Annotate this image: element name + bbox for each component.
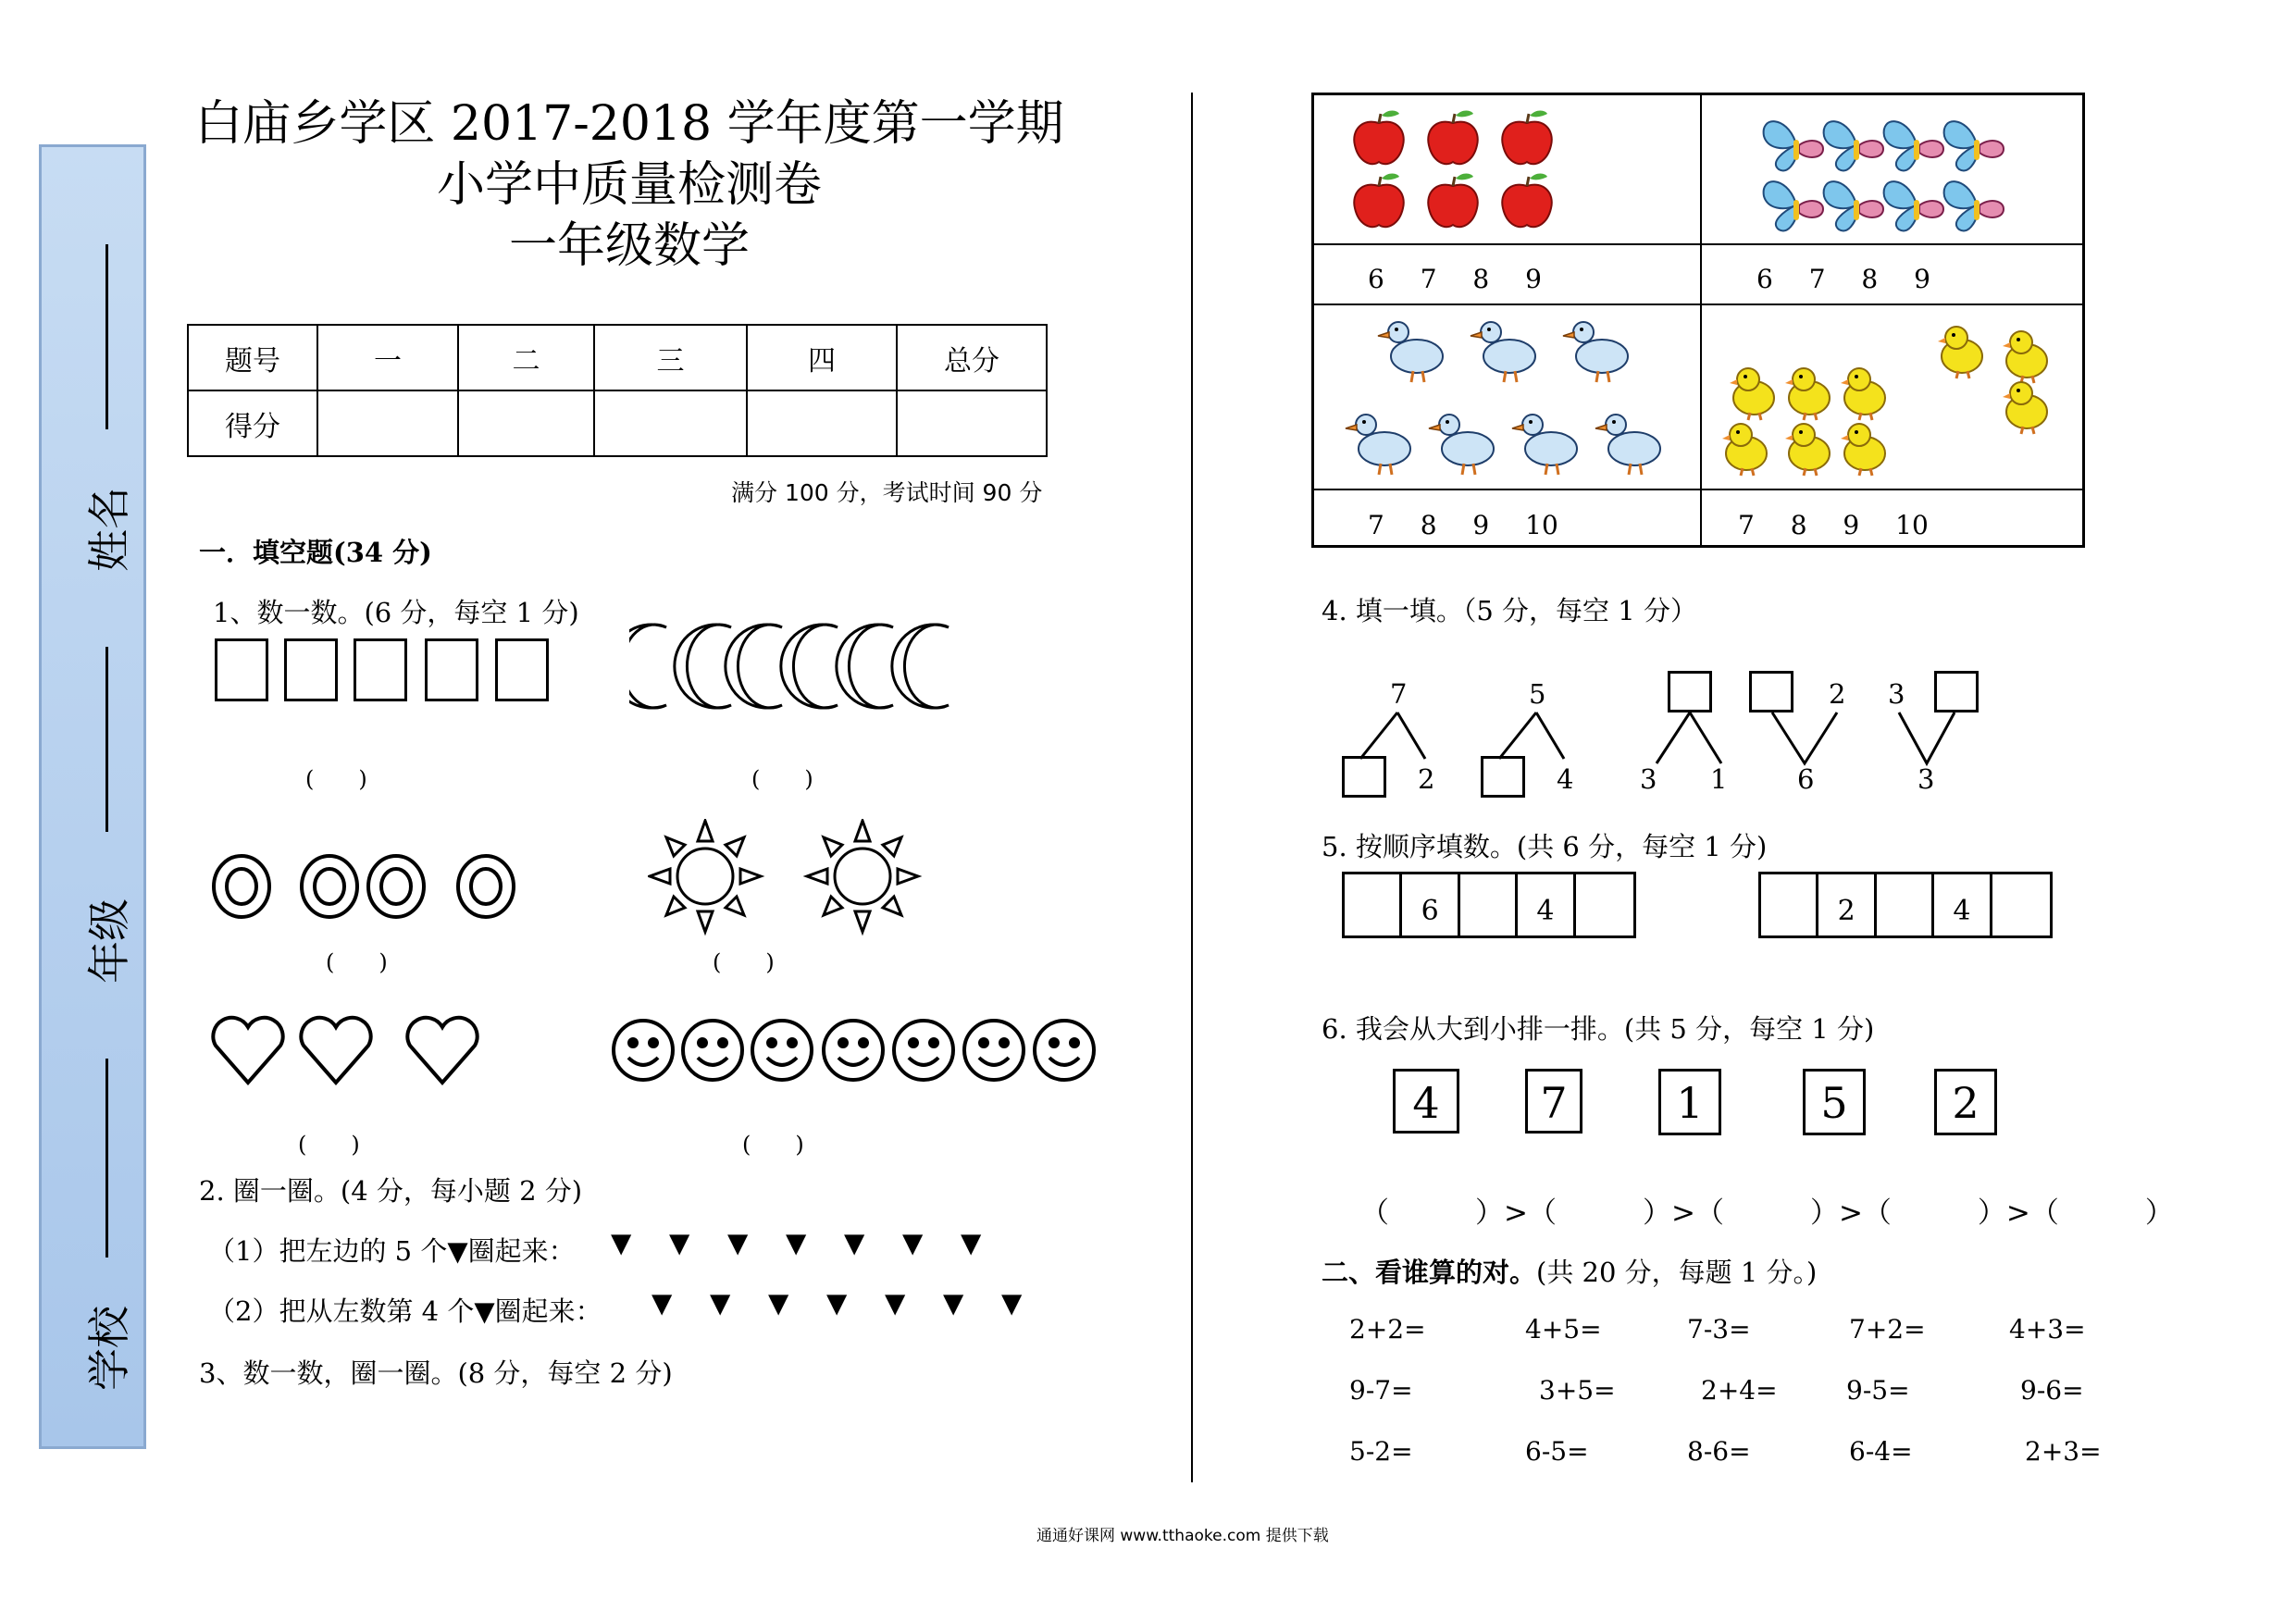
duck-icon <box>1346 415 1410 475</box>
sequence-cell: 4 <box>1518 874 1575 935</box>
square-shape <box>284 638 338 701</box>
answer-paren[interactable]: ( ) <box>713 949 775 975</box>
triangle-icon[interactable]: ▼ <box>961 1227 982 1258</box>
section2-title <box>1322 1252 1817 1290</box>
score-header-cell: 一 <box>317 325 458 390</box>
sequence-cell: 2 <box>1818 874 1876 935</box>
options-chicks: 7 8 9 10 <box>1738 510 1929 540</box>
exam-title-line2: 小学中质量检测卷 <box>436 157 822 213</box>
triangle-icon[interactable]: ▼ <box>943 1287 964 1319</box>
chick-icon <box>1730 368 1774 420</box>
butterfly-icon <box>1884 181 1943 230</box>
arithmetic-problem[interactable]: 2+2= <box>1349 1314 1426 1344</box>
duck-icon <box>1378 322 1443 382</box>
score-cell[interactable] <box>458 390 594 456</box>
tree-blank-box[interactable] <box>1481 756 1525 798</box>
triangle-icon[interactable]: ▼ <box>611 1227 632 1258</box>
tree-top: 7 <box>1390 678 1408 710</box>
sequence-cell: 4 <box>1934 874 1992 935</box>
ring-icon <box>368 856 424 917</box>
apple-icon <box>1428 111 1478 165</box>
moon-icon <box>892 625 949 708</box>
v-left: 3 <box>1888 678 1905 710</box>
arithmetic-problem[interactable]: 6-4= <box>1849 1436 1913 1467</box>
v-bottom: 3 <box>1917 763 1935 795</box>
triangle-icon[interactable]: ▼ <box>826 1287 848 1319</box>
sequence-boxes-2 <box>1758 872 2053 938</box>
moon-icon <box>781 625 838 708</box>
q3-prompt: 3、数一数，圈一圈。(8 分，每空 2 分) <box>199 1357 673 1389</box>
sequence-cell: 6 <box>1402 874 1459 935</box>
score-header-cell: 四 <box>747 325 897 390</box>
triangle-icon[interactable]: ▼ <box>669 1227 690 1258</box>
arithmetic-problem[interactable]: 2+4= <box>1701 1375 1778 1406</box>
duck-icon <box>1512 415 1577 475</box>
number-tree <box>1471 671 1592 800</box>
score-header-cell: 二 <box>458 325 594 390</box>
sequence-cell[interactable] <box>1761 874 1818 935</box>
smiley-icon <box>894 1021 953 1080</box>
number-v <box>1740 671 1879 800</box>
options-butterflies: 6 7 8 9 <box>1756 264 1930 294</box>
sequence-cell[interactable] <box>1345 874 1402 935</box>
square-shape <box>425 638 478 701</box>
chick-icon <box>2003 382 2047 434</box>
ring-icon <box>458 856 514 917</box>
answer-paren[interactable]: ( ) <box>742 1132 804 1158</box>
tree-left: 3 <box>1640 763 1657 795</box>
square-shape <box>215 638 268 701</box>
triangle-icon[interactable]: ▼ <box>844 1227 865 1258</box>
exam-info: 满分 100 分，考试时间 90 分 <box>731 479 1043 506</box>
arithmetic-problem[interactable]: 4+3= <box>2009 1314 2086 1344</box>
order-answer-line[interactable]: （ ）>（ ）>（ ）>（ ）>（ ） <box>1360 1196 2174 1230</box>
school-line <box>105 1059 108 1258</box>
sun-icon <box>807 821 918 932</box>
chick-icon <box>1785 424 1830 476</box>
chick-icon <box>1722 424 1767 476</box>
sequence-cell[interactable] <box>1992 874 2050 935</box>
butterfly-icon <box>1944 181 2004 230</box>
chick-icon <box>1841 424 1885 476</box>
v-right: 2 <box>1829 678 1846 710</box>
squares-group <box>215 638 548 703</box>
score-cell[interactable] <box>594 390 747 456</box>
options-ducks: 7 8 9 10 <box>1368 510 1558 540</box>
q2-prompt: 2. 圈一圈。(4 分，每小题 2 分) <box>199 1175 583 1207</box>
number-card: 4 <box>1393 1069 1459 1134</box>
number-card: 7 <box>1525 1069 1582 1134</box>
tree-right: 1 <box>1710 763 1728 795</box>
square-shape <box>354 638 407 701</box>
butterfly-icon <box>1764 121 1823 170</box>
sequence-cell[interactable] <box>1576 874 1633 935</box>
arithmetic-problem[interactable]: 9-5= <box>1846 1375 1910 1406</box>
score-cell[interactable] <box>317 390 458 456</box>
triangle-icon[interactable]: ▼ <box>902 1227 924 1258</box>
chick-icon <box>2003 331 2047 383</box>
smiley-icon <box>824 1021 883 1080</box>
heart-icon <box>213 1018 282 1083</box>
answer-paren[interactable]: ( ) <box>298 1132 360 1158</box>
triangle-icon[interactable]: ▼ <box>727 1227 749 1258</box>
score-cell[interactable] <box>747 390 897 456</box>
arithmetic-problem[interactable]: 2+3= <box>2025 1436 2102 1467</box>
tree-top: 5 <box>1529 678 1546 710</box>
triangle-icon[interactable]: ▼ <box>710 1287 731 1319</box>
answer-paren[interactable]: ( ) <box>305 766 367 792</box>
arithmetic-problem[interactable]: 9-6= <box>2020 1375 2084 1406</box>
triangle-icon[interactable]: ▼ <box>652 1287 673 1319</box>
smiley-icon <box>964 1021 1024 1080</box>
number-card: 5 <box>1803 1069 1866 1135</box>
q4-prompt: 4. 填一填。（5 分，每空 1 分） <box>1322 595 1697 626</box>
moons-group <box>629 620 962 712</box>
section2-subheading: (共 20 分，每题 1 分。) <box>1536 1257 1818 1288</box>
q2-2-prompt: （2）把从左数第 4 个▼圈起来： <box>208 1295 602 1327</box>
tree-right: 4 <box>1557 763 1574 795</box>
tree-right: 2 <box>1418 763 1435 795</box>
triangle-icon[interactable]: ▼ <box>1001 1287 1023 1319</box>
number-tree <box>1629 671 1749 800</box>
options-apples: 6 7 8 9 <box>1368 264 1542 294</box>
sequence-cell[interactable] <box>1877 874 1934 935</box>
smiley-icon <box>614 1021 673 1080</box>
butterflies-picture <box>1758 105 2017 234</box>
score-header-cell: 总分 <box>897 325 1047 390</box>
exam-title-line1: 白庙乡学区 2017-2018 学年度第一学期 <box>194 96 1064 152</box>
hearts-group <box>211 1013 489 1087</box>
smiley-icon <box>1035 1021 1094 1080</box>
triangle-icon[interactable]: ▼ <box>885 1287 906 1319</box>
sequence-cell[interactable] <box>1460 874 1518 935</box>
number-card: 1 <box>1658 1069 1721 1135</box>
q1-prompt: 1、数一数。(6 分，每空 1 分) <box>213 597 579 628</box>
arithmetic-problem[interactable]: 6-5= <box>1525 1436 1589 1467</box>
smileys-group <box>611 1016 1101 1085</box>
ducks-picture <box>1323 310 1694 486</box>
triangle-icon[interactable]: ▼ <box>768 1287 789 1319</box>
butterfly-icon <box>1884 121 1943 170</box>
chick-icon <box>1841 368 1885 420</box>
chicks-picture <box>1707 310 2078 486</box>
school-label: 学校 <box>84 1306 134 1391</box>
sequence-boxes-1 <box>1342 872 1636 938</box>
heart-icon <box>407 1018 477 1083</box>
grid-line <box>1314 243 2082 245</box>
score-table <box>187 324 1048 457</box>
triangle-icon[interactable]: ▼ <box>786 1227 807 1258</box>
apple-icon <box>1354 174 1404 228</box>
ring-icon <box>302 856 357 917</box>
duck-icon <box>1595 415 1660 475</box>
chick-icon <box>1938 327 1982 378</box>
grid-line <box>1700 95 1702 545</box>
score-row-label: 得分 <box>188 390 317 456</box>
butterfly-icon <box>1764 181 1823 230</box>
score-value-row <box>188 390 1047 456</box>
q6-prompt: 6. 我会从大到小排一排。(共 5 分，每空 1 分) <box>1322 1013 1875 1045</box>
grade-line <box>105 647 108 832</box>
square-shape <box>495 638 549 701</box>
score-cell[interactable] <box>897 390 1047 456</box>
number-v <box>1879 671 2008 800</box>
smiley-icon <box>752 1021 812 1080</box>
chick-icon <box>1785 368 1830 420</box>
apple-icon <box>1502 111 1552 165</box>
q5-prompt: 5. 按顺序填数。(共 6 分，每空 1 分) <box>1322 831 1768 862</box>
apple-icon <box>1428 174 1478 228</box>
duck-icon <box>1429 415 1494 475</box>
score-header-cell: 题号 <box>188 325 317 390</box>
smiley-icon <box>683 1021 742 1080</box>
score-header-cell: 三 <box>594 325 747 390</box>
section1-heading: 一．填空题(34 分) <box>199 537 432 568</box>
name-line <box>105 244 108 429</box>
grid-line <box>1314 304 2082 305</box>
moon-icon <box>629 625 666 708</box>
butterfly-icon <box>1824 121 1883 170</box>
rings-group <box>211 851 526 925</box>
arithmetic-problem[interactable]: 8-6= <box>1687 1436 1751 1467</box>
number-card: 2 <box>1934 1069 1997 1135</box>
q2-1-prompt: （1）把左边的 5 个▼圈起来： <box>208 1235 576 1267</box>
ring-icon <box>214 856 269 917</box>
moon-icon <box>837 625 893 708</box>
arithmetic-problem[interactable]: 7-3= <box>1687 1314 1751 1344</box>
butterfly-icon <box>1944 121 2004 170</box>
arithmetic-problem[interactable]: 3+5= <box>1539 1375 1616 1406</box>
answer-paren[interactable]: ( ) <box>326 949 388 975</box>
arithmetic-problem[interactable]: 5-2= <box>1349 1436 1413 1467</box>
triangles-row-2 <box>652 1287 1059 1324</box>
apples-picture <box>1351 105 1573 234</box>
grade-label: 年级 <box>84 898 134 984</box>
footer-credit: 通通好课网 www.tthaoke.com 提供下载 <box>1036 1527 1329 1545</box>
suns-group <box>648 819 925 939</box>
butterfly-icon <box>1824 181 1883 230</box>
heart-icon <box>301 1018 370 1083</box>
count-picture-grid <box>1311 93 2085 548</box>
binding-strip <box>39 144 146 1449</box>
moon-icon <box>726 625 782 708</box>
v-lines <box>1879 671 2008 800</box>
tree-blank-box[interactable] <box>1342 756 1386 798</box>
arithmetic-grid <box>1349 1314 2108 1499</box>
arithmetic-problem[interactable]: 4+5= <box>1525 1314 1602 1344</box>
name-label: 姓名 <box>84 487 134 572</box>
v-bottom: 6 <box>1797 763 1815 795</box>
duck-icon <box>1563 322 1628 382</box>
arithmetic-problem[interactable]: 7+2= <box>1849 1314 1926 1344</box>
sun-icon <box>650 821 761 932</box>
score-header-row <box>188 325 1047 390</box>
arithmetic-problem[interactable]: 9-7= <box>1349 1375 1413 1406</box>
moon-icon <box>675 625 731 708</box>
apple-icon <box>1502 174 1552 228</box>
grid-line <box>1314 489 2082 490</box>
triangles-row-1 <box>611 1227 1018 1264</box>
section2-heading: 二、看谁算的对。 <box>1322 1257 1537 1288</box>
page-divider <box>1191 93 1193 1482</box>
exam-title-line3: 一年级数学 <box>508 218 750 274</box>
number-tree <box>1333 671 1453 800</box>
apple-icon <box>1354 111 1404 165</box>
duck-icon <box>1471 322 1535 382</box>
answer-paren[interactable]: ( ) <box>751 766 813 792</box>
